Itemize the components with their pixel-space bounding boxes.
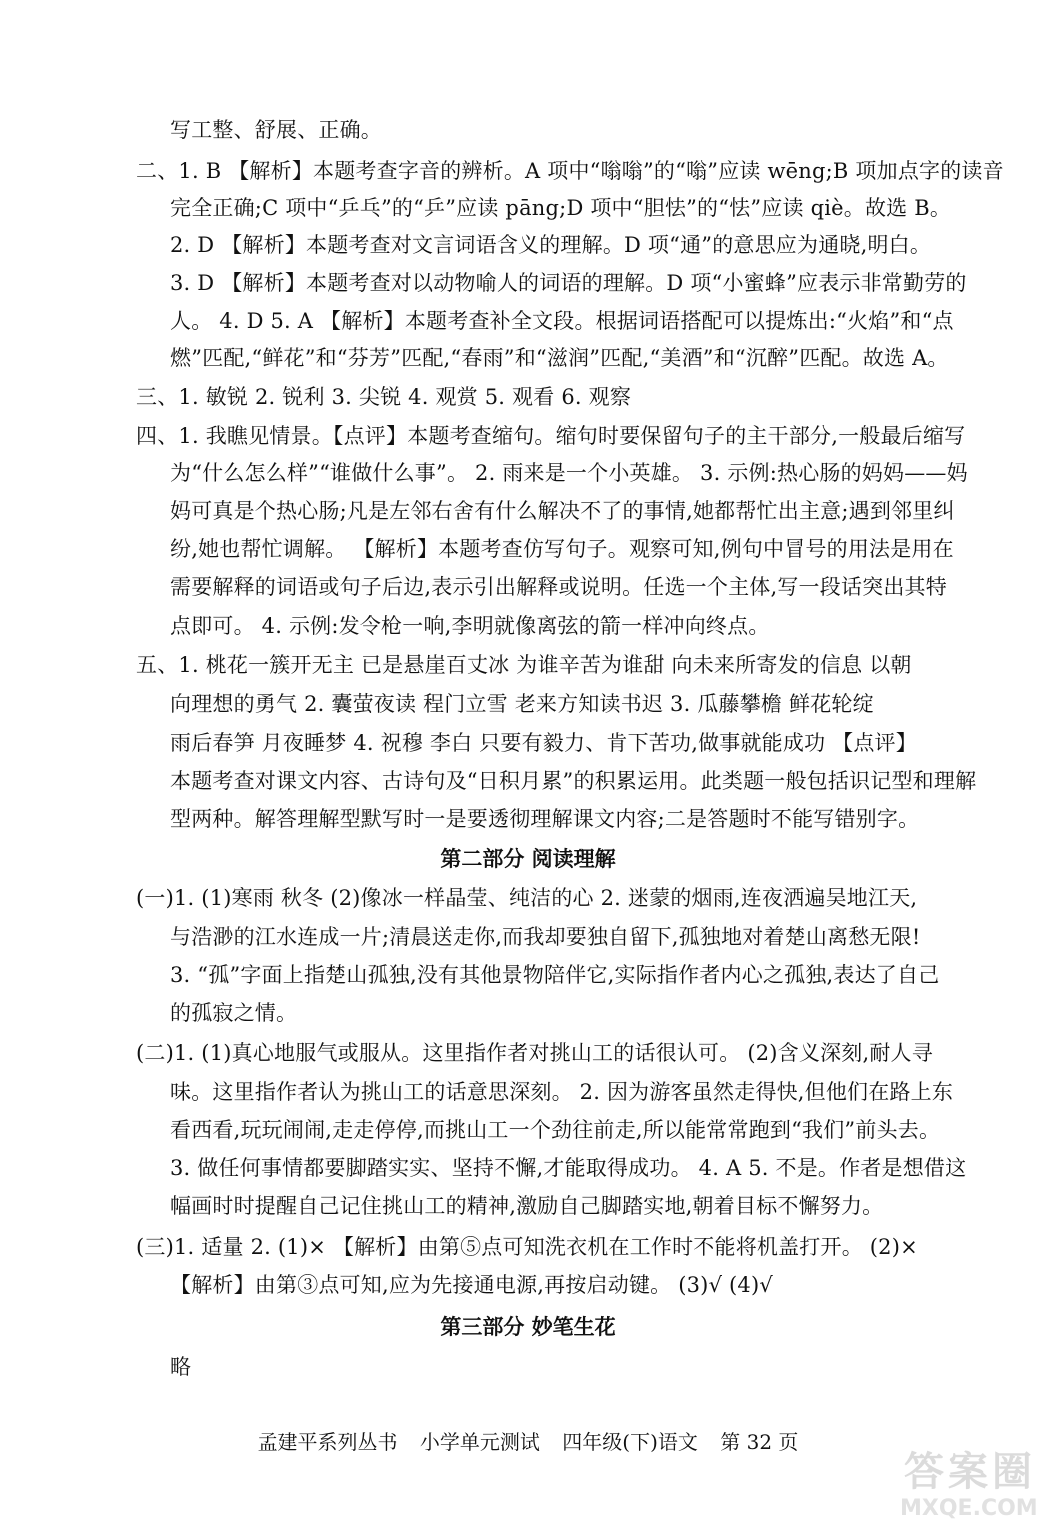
text-line: (一)1. (1)寒雨 秋冬 (2)像冰一样晶莹、纯洁的心 2. 迷蒙的烟雨,连夜洒遍吴地江天,: [136, 886, 918, 910]
text-line: 燃”匹配,“鲜花”和“芬芳”匹配,“春雨”和“滋润”匹配,“美酒”和“沉醉”匹配。故选 A。: [170, 346, 949, 370]
text-line: 向理想的勇气 2. 囊萤夜读 程门立雪 老来方知读书迟 3. 瓜藤攀檐 鲜花轮绽: [170, 692, 874, 716]
text-line: (二)1. (1)真心地服气或服从。这里指作者对挑山工的话很认可。 (2)含义深刻,耐人寻: [136, 1041, 933, 1065]
text-line: 纷,她也帮忙调解。 【解析】本题考查仿写句子。观察可知,例句中冒号的用法是用在: [170, 537, 954, 561]
text-line: 雨后春笋 月夜睡梦 4. 祝穆 李白 只要有毅力、肯下苦功,做事就能成功 【点评】: [170, 731, 917, 755]
text-line: 2. D 【解析】本题考查对文言词语含义的理解。D 项“通”的意思应为通晓,明白。: [170, 233, 932, 257]
text-line: 妈可真是个热心肠;凡是左邻右舍有什么解决不了的事情,她都帮忙出主意;遇到邻里纠: [170, 499, 955, 523]
text-line: 写工整、舒展、正确。: [170, 118, 382, 142]
text-line: 三、1. 敏锐 2. 锐利 3. 尖锐 4. 观赏 5. 观看 6. 观察: [136, 385, 632, 409]
text-line: 完全正确;C 项中“乒乓”的“乒”应读 pāng;D 项中“胆怯”的“怯”应读 qiè。故选 B。: [170, 196, 952, 220]
text-line: 二、1. B 【解析】本题考查字音的辨析。A 项中“嗡嗡”的“嗡”应读 wēng;B 项加点字的读音: [136, 159, 1004, 183]
text-line: 点即可。 4. 示例:发令枪一响,李明就像离弦的箭一样冲向终点。: [170, 614, 770, 638]
footer-series: 孟建平系列丛书: [257, 1430, 398, 1454]
text-line: 幅画时时提醒自己记住挑山工的精神,激励自己脚踏实地,朝着目标不懈努力。: [170, 1194, 884, 1218]
section-heading-writing: 第三部分 妙笔生花: [440, 1314, 616, 1339]
text-line: 四、1. 我瞧见情景。【点评】本题考查缩句。缩句时要保留句子的主干部分,一般最后缩写: [136, 424, 966, 448]
text-line: 看西看,玩玩闹闹,走走停停,而挑山工一个劲往前走,所以能常常跑到“我们”前头去。: [170, 1118, 941, 1142]
text-line: 本题考查对课文内容、古诗句及“日积月累”的积累运用。此类题一般包括识记型和理解: [170, 769, 977, 793]
watermark-logo-text: 答案圈: [904, 1449, 1036, 1495]
footer-book: 小学单元测试: [419, 1430, 540, 1454]
text-line: 【解析】由第③点可知,应为先接通电源,再按启动键。 (3)√ (4)√: [170, 1273, 773, 1297]
footer-grade: 四年级(下)语文: [562, 1430, 698, 1454]
text-line: 需要解释的词语或句子后边,表示引出解释或说明。任选一个主体,写一段话突出其特: [170, 575, 947, 599]
text-line: 味。这里指作者认为挑山工的话意思深刻。 2. 因为游客虽然走得快,但他们在路上东: [170, 1080, 954, 1104]
text-line: 为“什么怎么样”“谁做什么事”。 2. 雨来是一个小英雄。 3. 示例:热心肠的妈妈——妈: [170, 461, 968, 485]
text-line: 型两种。解答理解型默写时一是要透彻理解课文内容;二是答题时不能写错别字。: [170, 807, 920, 831]
text-line: 3. “孤”字面上指楚山孤独,没有其他景物陪伴它,实际指作者内心之孤独,表达了自己: [170, 963, 940, 987]
text-line: (三)1. 适量 2. (1)× 【解析】由第⑤点可知洗衣机在工作时不能将机盖打开。 (2)×: [136, 1235, 918, 1259]
text-line: 的孤寂之情。: [170, 1001, 298, 1025]
section-heading-reading: 第二部分 阅读理解: [440, 846, 616, 871]
text-line: 3. D 【解析】本题考查对以动物喻人的词语的理解。D 项“小蜜蜂”应表示非常勤劳的: [170, 271, 967, 295]
watermark-logo: [894, 1438, 1044, 1528]
footer-page-number: 第 32 页: [720, 1430, 799, 1454]
text-line: 与浩渺的江水连成一片;清晨送走你,而我却要独自留下,孤独地对着楚山离愁无限!: [170, 925, 921, 949]
text-line: 略: [170, 1355, 192, 1379]
text-line: 人。 4. D 5. A 【解析】本题考查补全文段。根据词语搭配可以提炼出:“火焰”和“点: [170, 309, 954, 333]
text-line: 3. 做任何事情都要脚踏实实、坚持不懈,才能取得成功。 4. A 5. 不是。作者是想借这: [170, 1156, 967, 1180]
text-line: 五、1. 桃花一簇开无主 已是悬崖百丈冰 为谁辛苦为谁甜 向未来所寄发的信息 以朝: [136, 653, 912, 677]
watermark-site-text: MXQE.COM: [900, 1496, 1038, 1521]
